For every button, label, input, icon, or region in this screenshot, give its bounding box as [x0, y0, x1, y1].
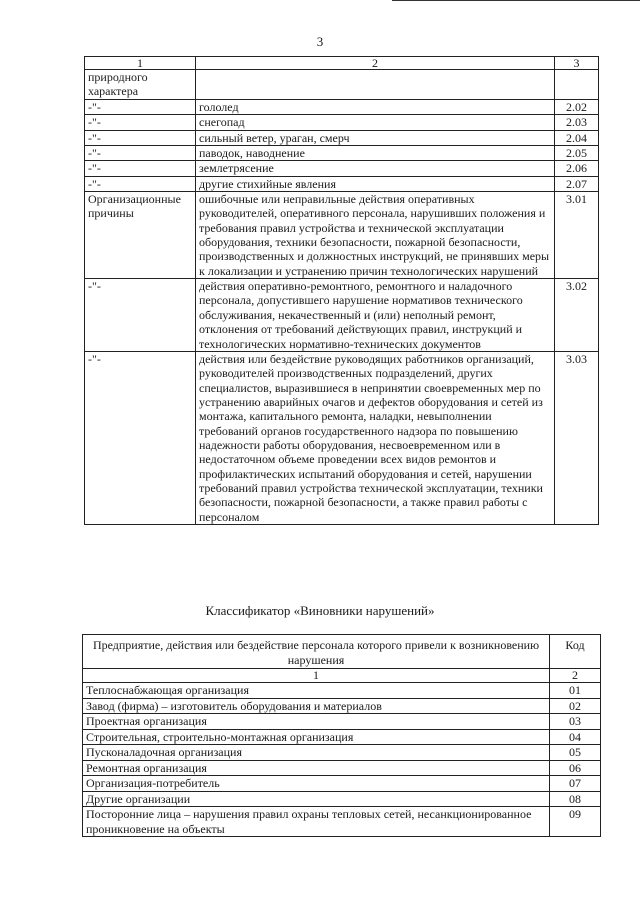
- description-cell: действия оперативно-ремонтного, ремонтного и наладочного персонала, допустившего нарушение нормативов технического обслуживания, некачественный и (или) неполный ремонт, отклонения от требований действующих правил, инструкций и технологических нормативно-технических документов: [196, 279, 555, 352]
- page-number: 3: [316, 34, 324, 49]
- organization-cell: Организация-потребитель: [83, 776, 550, 792]
- description-cell: паводок, наводнение: [196, 146, 555, 161]
- code-cell: 05: [550, 745, 601, 761]
- code-cell: 04: [550, 729, 601, 745]
- header-code-cell: Код: [550, 635, 601, 669]
- column-number-row: [83, 669, 601, 683]
- category-cell: природного характера: [85, 70, 196, 100]
- column-number-cell: 2: [550, 669, 601, 683]
- table-row: [83, 698, 601, 714]
- header-cell: Предприятие, действия или бездействие персонала которого привели к возникновению нарушения: [83, 635, 550, 669]
- header-cell: 1: [85, 57, 196, 70]
- table-row: [85, 279, 599, 352]
- code-cell: 07: [550, 776, 601, 792]
- table-row: [85, 176, 599, 191]
- category-cell: Организационные причины: [85, 192, 196, 279]
- organization-cell: Пусконаладочная организация: [83, 745, 550, 761]
- table-header-row: [85, 57, 599, 70]
- category-cell: -"-: [85, 279, 196, 352]
- code-cell: 03: [550, 714, 601, 730]
- code-cell: 2.06: [555, 161, 599, 176]
- code-cell: 2.02: [555, 100, 599, 115]
- category-cell: -"-: [85, 176, 196, 191]
- culprits-table: [82, 634, 601, 837]
- table-row: [83, 683, 601, 699]
- organization-cell: Строительная, строительно-монтажная организация: [83, 729, 550, 745]
- category-cell: -"-: [85, 161, 196, 176]
- table-row: [85, 192, 599, 279]
- organization-cell: Посторонние лица – нарушения правил охраны тепловых сетей, несанкционированное проникновение на объекты: [83, 807, 550, 837]
- organization-cell: Проектная организация: [83, 714, 550, 730]
- table-row: [83, 729, 601, 745]
- description-cell: [196, 70, 555, 100]
- table-row: [83, 760, 601, 776]
- header-cell: 2: [196, 57, 555, 70]
- table-row: [85, 130, 599, 145]
- code-cell: 02: [550, 698, 601, 714]
- top-rule: [392, 0, 640, 1]
- description-cell: снегопад: [196, 115, 555, 130]
- organization-cell: Ремонтная организация: [83, 760, 550, 776]
- category-cell: -"-: [85, 100, 196, 115]
- classifier-title: Классификатор «Виновники нарушений»: [205, 603, 435, 618]
- description-cell: землетрясение: [196, 161, 555, 176]
- code-cell: 01: [550, 683, 601, 699]
- code-cell: 2.03: [555, 115, 599, 130]
- code-cell: 3.03: [555, 351, 599, 524]
- category-cell: -"-: [85, 115, 196, 130]
- table-row: [85, 115, 599, 130]
- table-header-row: [83, 635, 601, 669]
- table-row: [83, 776, 601, 792]
- column-number-cell: 1: [83, 669, 550, 683]
- organization-cell: Другие организации: [83, 791, 550, 807]
- organization-cell: Теплоснабжающая организация: [83, 683, 550, 699]
- table-row: [85, 351, 599, 524]
- description-cell: гололед: [196, 100, 555, 115]
- table-row: [83, 791, 601, 807]
- organization-cell: Завод (фирма) – изготовитель оборудования и материалов: [83, 698, 550, 714]
- category-cell: -"-: [85, 351, 196, 524]
- code-cell: 3.01: [555, 192, 599, 279]
- causes-table: [84, 56, 599, 525]
- table-row: [83, 745, 601, 761]
- description-cell: другие стихийные явления: [196, 176, 555, 191]
- code-cell: [555, 70, 599, 100]
- code-cell: 2.07: [555, 176, 599, 191]
- table-row: [85, 161, 599, 176]
- code-cell: 2.05: [555, 146, 599, 161]
- code-cell: 06: [550, 760, 601, 776]
- description-cell: действия или бездействие руководящих работников организаций, руководителей производственных подразделений, других специалистов, выразившиеся в непринятии своевременных мер по устранению аварийных очагов и дефектов оборудования и сетей из монтажа, капитального ремонта, наладки, невыполнении требований органов государственного надзора по повышению надежности работы оборудования, несвоевременном или в недостаточном объеме проведении всех видов ремонтов и профилактических испытаний оборудования и сетей, нарушении требований правил устройства технической эксплуатации, техники безопасности, пожарной безопасности, а также правил работы с персоналом: [196, 351, 555, 524]
- table-row: [83, 807, 601, 837]
- category-cell: -"-: [85, 146, 196, 161]
- table-row: [85, 146, 599, 161]
- category-cell: -"-: [85, 130, 196, 145]
- code-cell: 3.02: [555, 279, 599, 352]
- table-row: [85, 100, 599, 115]
- table-row: [83, 714, 601, 730]
- header-cell: 3: [555, 57, 599, 70]
- code-cell: 2.04: [555, 130, 599, 145]
- code-cell: 08: [550, 791, 601, 807]
- table-row: [85, 70, 599, 100]
- description-cell: ошибочные или неправильные действия оперативных руководителей, оперативного персонала, нарушивших положения и требования правил устройства и технической эксплуатации оборудования, техники безопасности, пожарной безопасности, производственных и должностных инструкций, не принявших меры к локализации и устранению причин технологических нарушений: [196, 192, 555, 279]
- description-cell: сильный ветер, ураган, смерч: [196, 130, 555, 145]
- code-cell: 09: [550, 807, 601, 837]
